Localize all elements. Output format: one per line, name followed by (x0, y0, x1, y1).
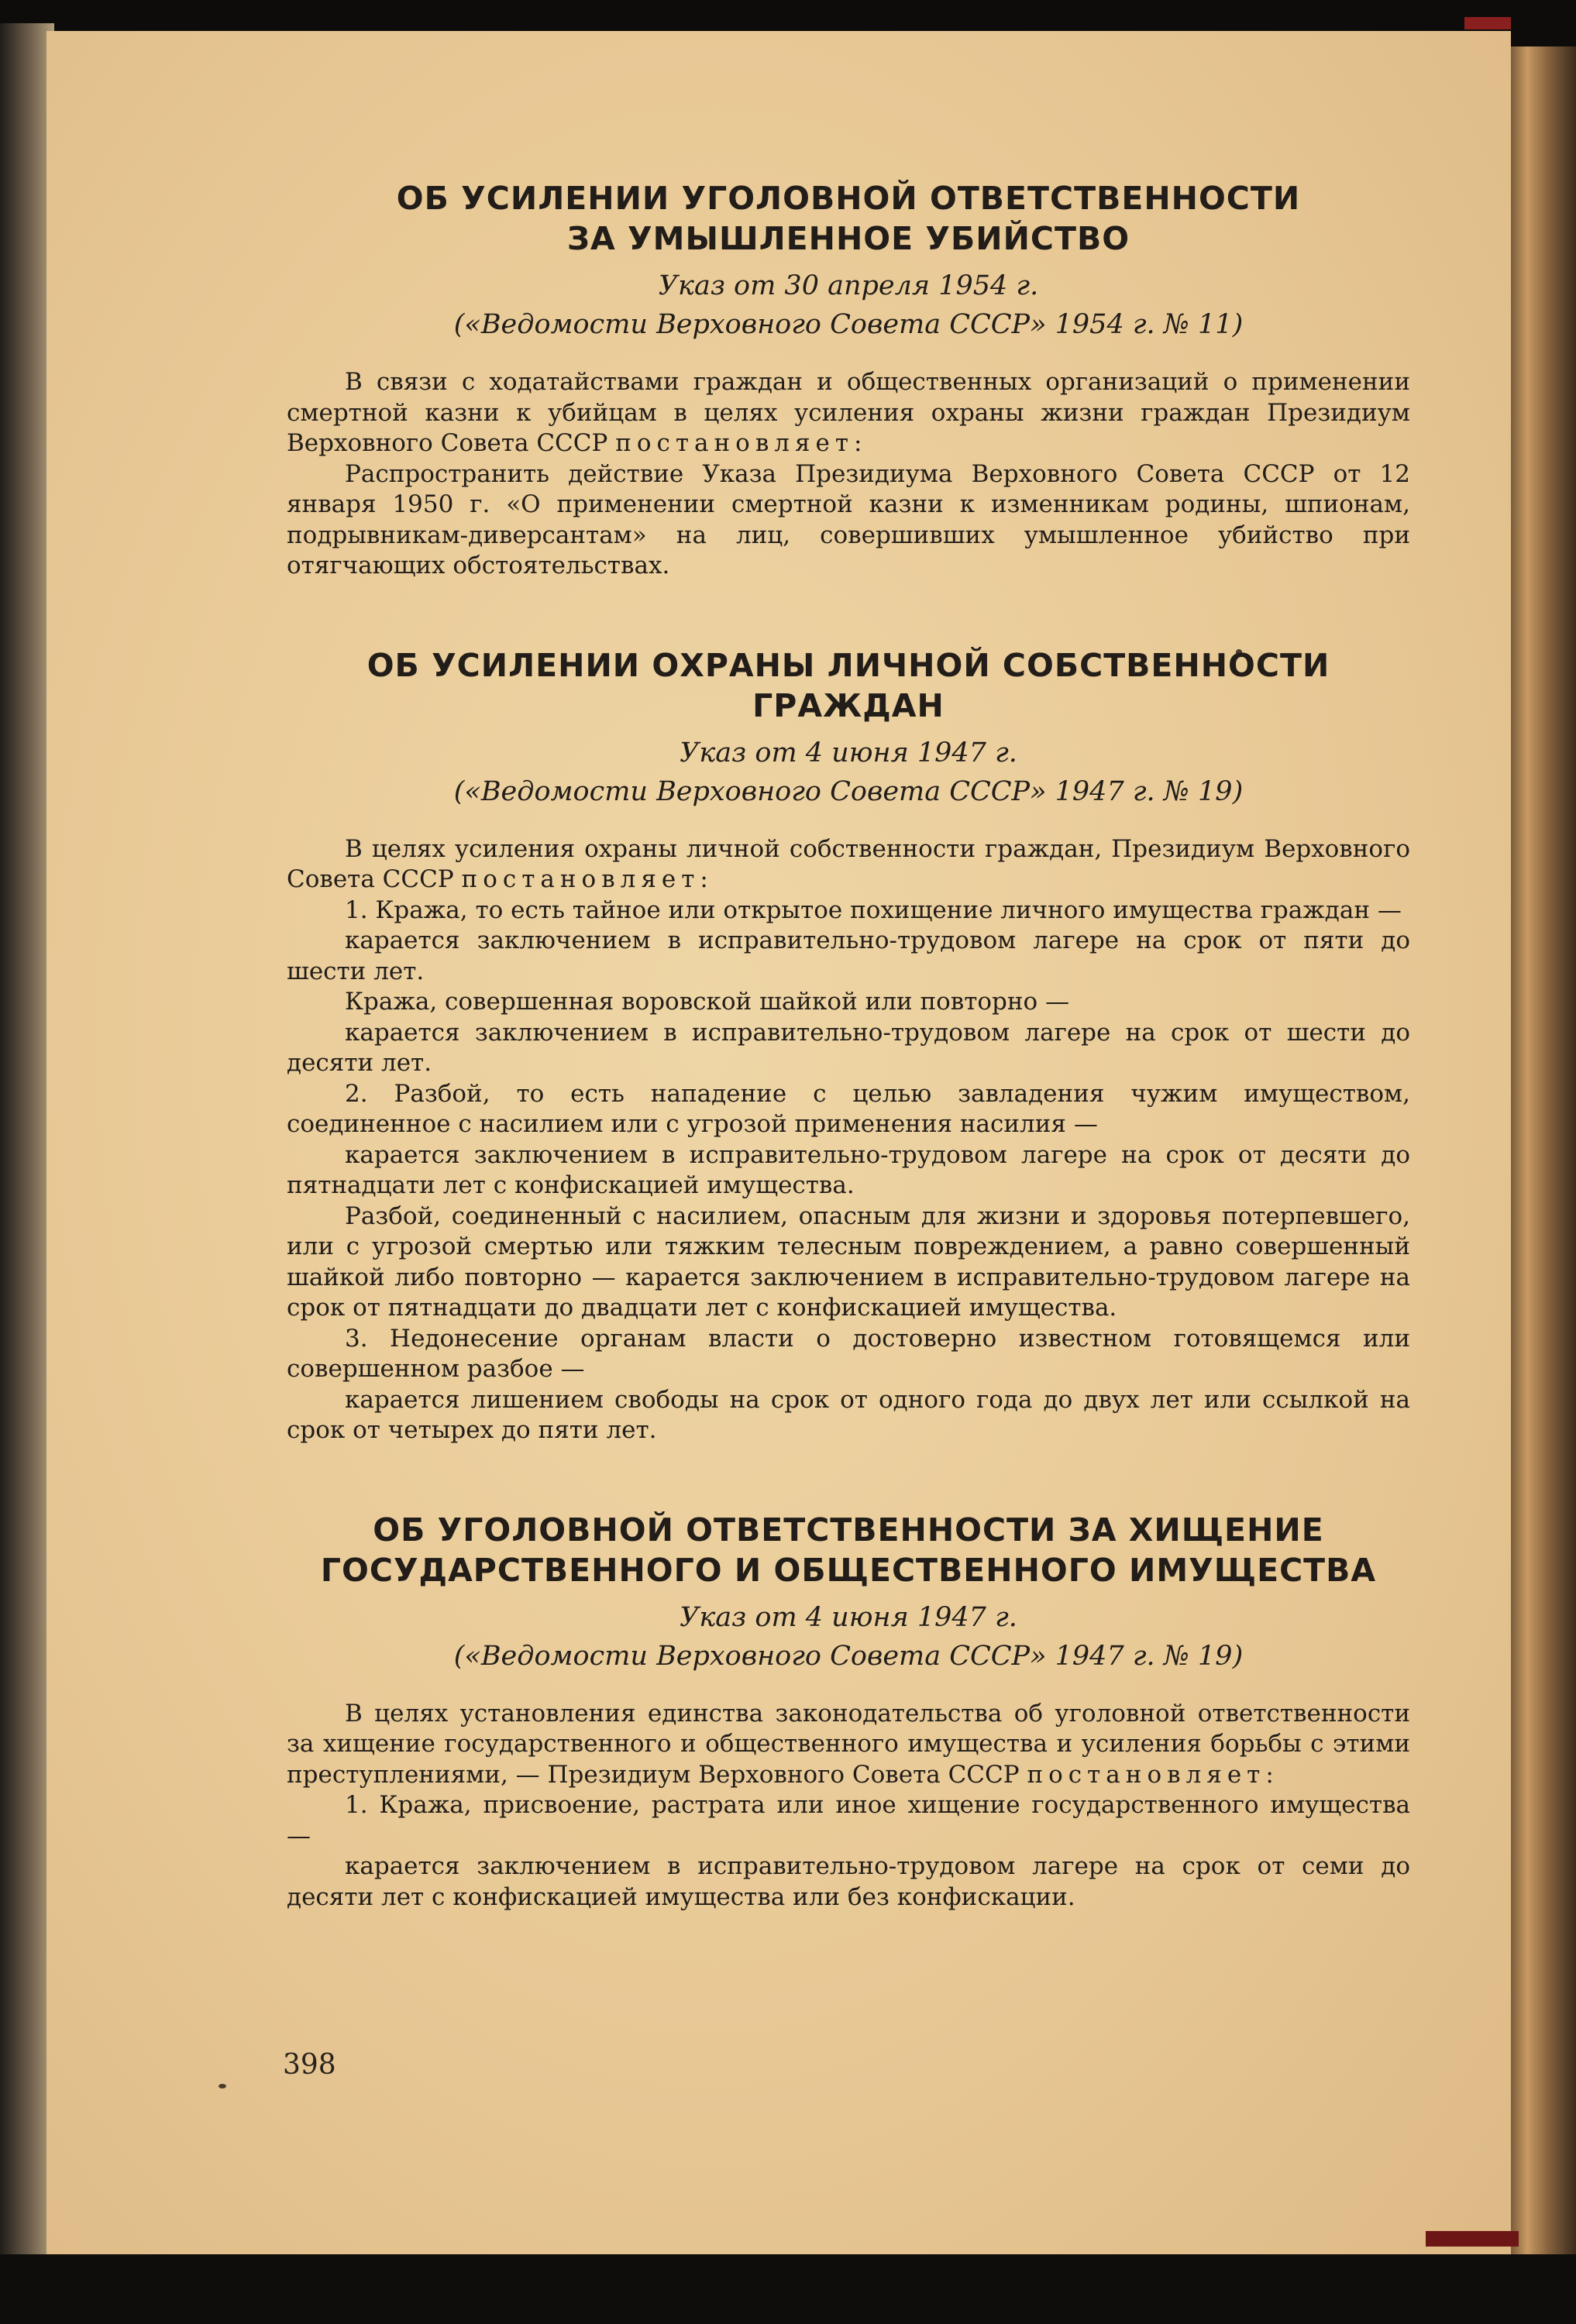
decree-section (287, 1510, 1410, 1913)
decree-date (287, 266, 1410, 344)
section-title (287, 1510, 1410, 1590)
paragraph: Кража, совершенная воровской шайкой или повторно — (345, 988, 1070, 1016)
spaced-word: постановляет (615, 429, 855, 457)
title-line: ОБ УСИЛЕНИИ ОХРАНЫ ЛИЧНОЙ СОБСТВЕННОСТИ (366, 646, 1330, 684)
paragraph: 2. Разбой, то есть нападение с целью завладения чужим имуществом, соединенное с насилием или с угрозой применения насилия — (287, 1079, 1410, 1138)
section-title (287, 645, 1410, 726)
paragraph: Распространить действие Указа Президиума Верховного Совета СССР от 12 января 1950 г. «О применении смертной казни к изменникам родины, шпионам, подрывникам-диверсантам» на лиц, совершивших умышленное убийство при отягчающих обстоятельствах. (287, 459, 1410, 579)
page-number: 398 (283, 2049, 336, 2081)
title-line: ОБ УСИЛЕНИИ УГОЛОВНОЙ ОТВЕТСТВЕННОСТИ (396, 180, 1301, 217)
page-edge (1511, 46, 1576, 2262)
paragraph: В целях установления единства законодательства об уголовной ответственности за хищение государственного и общественного имущества и усиления борьбы с этими преступлениями, — Президиум Верховного Совета СССР постановляет: (287, 1699, 1410, 1789)
section-body (287, 1699, 1410, 1913)
title-line: ОБ УГОЛОВНОЙ ОТВЕТСТВЕННОСТИ ЗА ХИЩЕНИЕ (373, 1511, 1324, 1549)
spaced-word: постановляет (461, 865, 700, 893)
title-line: ЗА УМЫШЛЕННОЕ УБИЙСТВО (566, 220, 1130, 257)
paragraph: В связи с ходатайствами граждан и общественных организаций о применении смертной казни к убийцам в целях усиления охраны жизни граждан Президиум Верховного Совета СССР постановляет: (287, 368, 1410, 457)
ink-speck (219, 2084, 226, 2089)
bookmark-edge (1464, 17, 1511, 29)
decree-line: Указ от 30 апреля 1954 г. (658, 270, 1039, 301)
paragraph: 1. Кража, то есть тайное или открытое похищение личного имущества граждан — (345, 896, 1402, 924)
paragraph: 3. Недонесение органам власти о достоверно известном готовящемся или совершенном разбое — (287, 1324, 1410, 1383)
decree-date (287, 1598, 1410, 1676)
section-body (287, 367, 1410, 582)
paragraph: карается заключением в исправительно-трудовом лагере на срок от семи до десяти лет с конфискацией имущества или без конфискации. (287, 1852, 1410, 1911)
paragraph: карается лишением свободы на срок от одного года до двух лет или ссылкой на срок от четырех до пяти лет. (287, 1385, 1410, 1444)
decree-section (287, 645, 1410, 1446)
scan-border-bottom (0, 2254, 1576, 2324)
bookmark-edge-bottom (1426, 2231, 1519, 2247)
decree-line: Указ от 4 июня 1947 г. (680, 1601, 1017, 1633)
paragraph: 1. Кража, присвоение, растрата или иное хищение государственного имущества — (287, 1791, 1410, 1850)
paragraph: карается заключением в исправительно-трудовом лагере на срок от пяти до шести лет. (287, 927, 1410, 985)
title-line: ГОСУДАРСТВЕННОГО И ОБЩЕСТВЕННОГО ИМУЩЕСТВА (320, 1551, 1377, 1589)
paragraph: карается заключением в исправительно-трудовом лагере на срок от шести до десяти лет. (287, 1018, 1410, 1077)
source-line: («Ведомости Верховного Совета СССР» 1947 г. № 19) (453, 1640, 1244, 1672)
source-line: («Ведомости Верховного Совета СССР» 1954 г. № 11) (453, 309, 1244, 340)
section-title (287, 178, 1410, 259)
source-line: («Ведомости Верховного Совета СССР» 1947 г. № 19) (453, 775, 1244, 807)
section-body (287, 834, 1410, 1446)
paragraph: Разбой, соединенный с насилием, опасным для жизни и здоровья потерпевшего, или с угрозой смертью или тяжким телесным повреждением, а равно совершенный шайкой либо повторно — карается заключением в исправительно-трудовом лагере на срок от пятнадцати до двадцати лет с конфискацией имущества. (287, 1202, 1410, 1322)
paragraph: В целях усиления охраны личной собственности граждан, Президиум Верховного Совета СССР постановляет: (287, 834, 1410, 893)
page-content (287, 178, 1410, 1976)
decree-date (287, 734, 1410, 811)
title-line: ГРАЖДАН (752, 686, 945, 724)
spaced-word: постановляет (1027, 1760, 1266, 1789)
decree-section (287, 178, 1410, 582)
paragraph: карается заключением в исправительно-трудовом лагере на срок от десяти до пятнадцати лет с конфискацией имущества. (287, 1140, 1410, 1199)
decree-line: Указ от 4 июня 1947 г. (680, 737, 1017, 768)
